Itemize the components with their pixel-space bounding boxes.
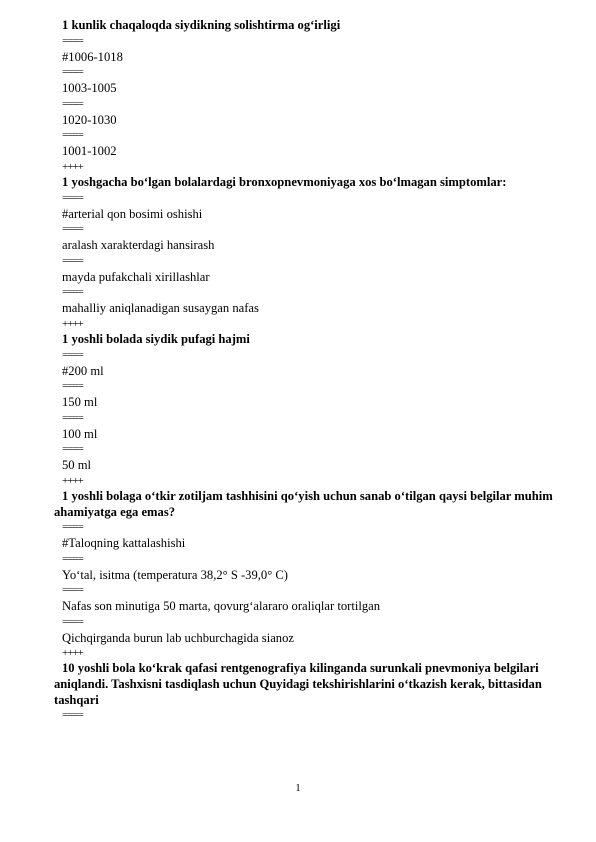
question-text: 10 yoshli bola ko‘krak qafasi rentgenografiya kilinganda surunkali pnevmoniya belgilari aniqlandi. Tashxisni tasdiqlash uchun Quyidagi tekshirishlarini o‘tkazish kerak, bittasidan tashqari (54, 661, 542, 707)
answer-option: aralash xarakterdagi hansirash (62, 238, 215, 253)
separator: ==== (62, 66, 83, 79)
answer-option: Yo‘tal, isitma (temperatura 38,2° S -39,0° C) (62, 567, 289, 582)
answer-option: Qichqirganda burun lab uchburchagida sianoz (62, 630, 294, 645)
question-text: 1 kunlik chaqaloqda siydikning solishtirma og‘irligi (62, 18, 341, 32)
separator: ==== (62, 411, 83, 424)
end-marker: ++++ (62, 474, 83, 487)
answer-correct: #arterial qon bosimi oshishi (62, 206, 203, 221)
answer-option: 50 ml (62, 458, 92, 473)
answer-option: 1020-1030 (62, 112, 117, 127)
end-marker: ++++ (62, 160, 83, 173)
question-text: 1 yoshli bolaga o‘tkir zotiljam tashhisini qo‘yish uchun sanab o‘tilgan qaysi belgilar muhim ahamiyatga ega emas? (54, 488, 553, 519)
answer-option: 150 ml (62, 395, 98, 410)
answer-option: 1001-1002 (62, 144, 117, 159)
answer-option: mayda pufakchali xirillashlar (62, 269, 210, 284)
separator: ==== (62, 380, 83, 393)
question-text: 1 yoshgacha bo‘lgan bolalardagi bronxopnevmoniyaga xos bo‘lmagan simptomlar: (62, 174, 507, 189)
separator: ==== (62, 286, 83, 299)
answer-option: 1003-1005 (62, 81, 117, 96)
answer-correct: #200 ml (62, 363, 104, 378)
separator: ==== (62, 552, 83, 565)
separator: ==== (62, 97, 83, 110)
answer-correct: #1006-1018 (62, 49, 123, 64)
separator: ==== (62, 191, 83, 204)
page-number: 1 (295, 782, 301, 794)
separator: ==== (62, 223, 83, 236)
separator: ==== (62, 521, 83, 534)
end-marker: ++++ (62, 317, 83, 330)
separator: ==== (62, 615, 83, 628)
document-content (54, 18, 554, 723)
answer-option: Nafas son minutiga 50 marta, qovurg‘alararo oraliqlar tortilgan (62, 599, 381, 614)
separator: ==== (62, 34, 83, 47)
separator: ==== (62, 129, 83, 142)
answer-option: mahalliy aniqlanadigan susaygan nafas (62, 301, 259, 316)
separator: ==== (62, 584, 83, 597)
question-text: 1 yoshli bolada siydik pufagi hajmi (62, 331, 250, 346)
answer-option: 100 ml (62, 426, 98, 441)
separator: ==== (62, 443, 83, 456)
separator: ==== (62, 254, 83, 267)
separator: ==== (62, 709, 83, 722)
end-marker: ++++ (62, 647, 83, 660)
separator: ==== (62, 348, 83, 361)
answer-correct: #Taloqning kattalashishi (62, 536, 186, 551)
